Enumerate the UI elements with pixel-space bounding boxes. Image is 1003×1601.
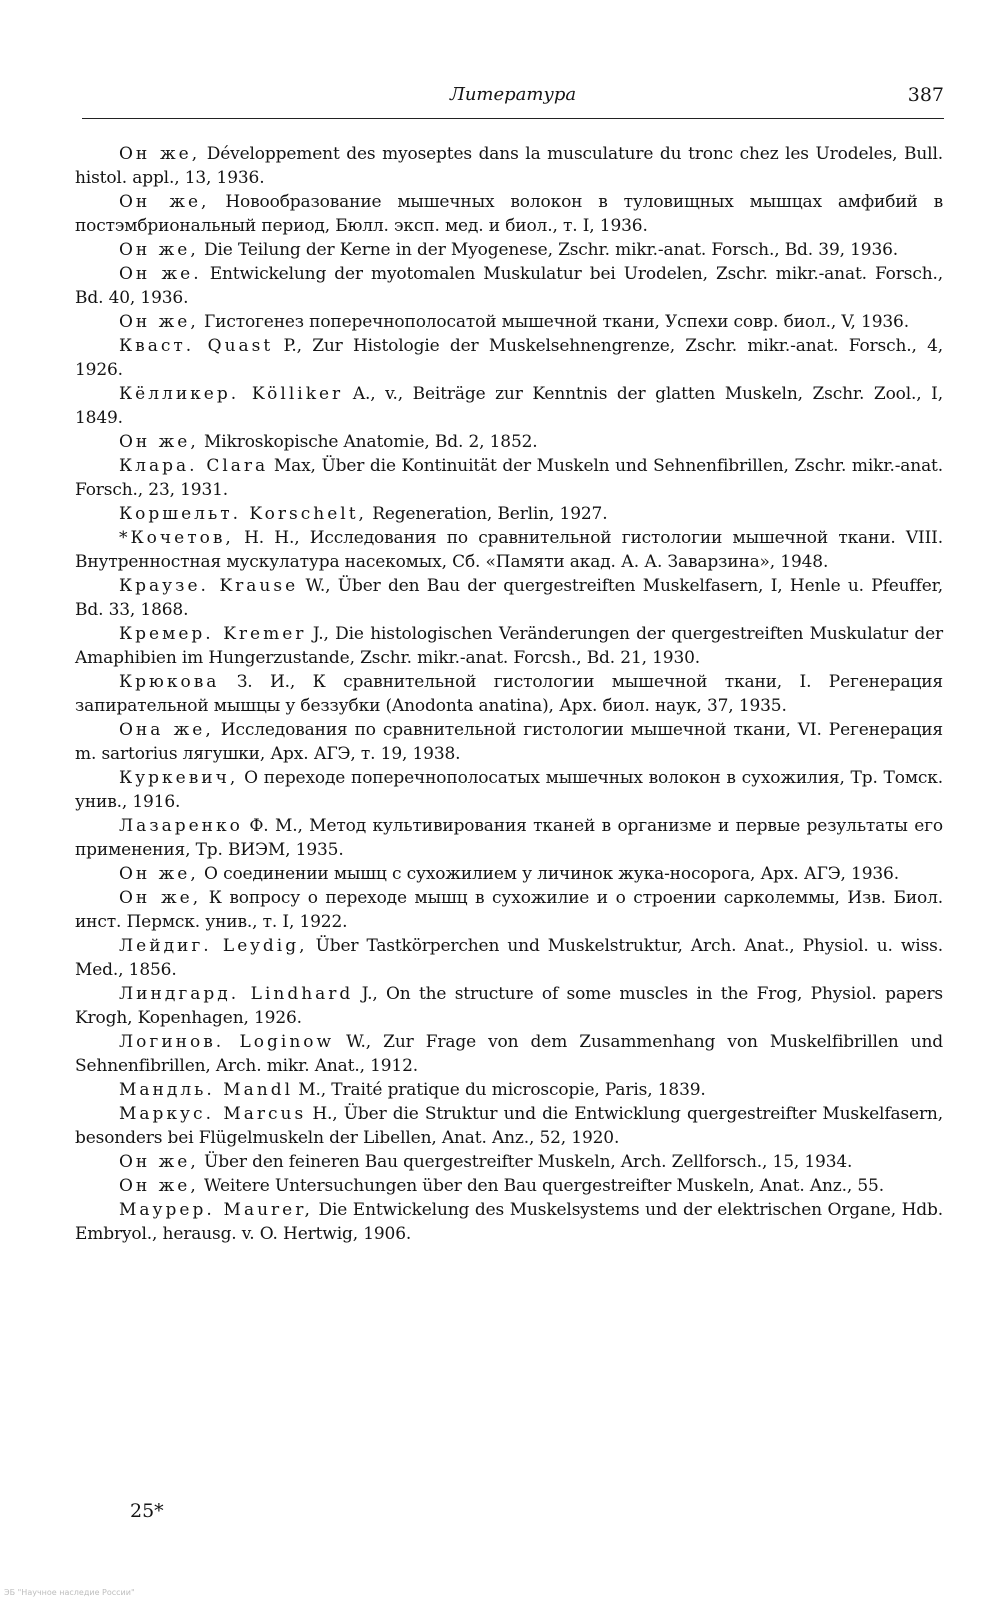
entry-text: A., v., Beiträge zur Kenntnis der glatten Muskeln, Zschr. Zool., I, 1849.	[75, 384, 943, 428]
entry-author: Кремер.	[119, 624, 214, 644]
entry-author: Маркус.	[119, 1104, 214, 1124]
entry-text: J., On the structure of some muscles in the Frog, Physiol. papers Krogh, Kopenhagen, 1926.	[75, 984, 943, 1028]
entry-text: H., Über die Struktur und die Entwicklung quergestreifter Muskelfasern, besonders bei Flügelmuskeln der Libellen, Anat. Anz., 52, 1920.	[75, 1104, 943, 1148]
entry-author: Он же.	[119, 264, 202, 284]
entry-author-latin: Clara	[197, 456, 269, 476]
bibliography-entry	[75, 454, 943, 502]
bibliography-entry	[75, 142, 943, 190]
entry-author: Кваст.	[119, 336, 195, 356]
entry-text: Н. Н., Исследования по сравнительной гистологии мышечной ткани. VIII. Внутренностная мускулатура насекомых, Сб. «Памяти акад. А. А. Заварзина», 1948.	[75, 528, 943, 572]
bibliography-entry	[75, 670, 943, 718]
entry-text: W., Zur Frage von dem Zusammenhang von Muskelfibrillen und Sehnenfibrillen, Arch. mikr. Anat., 1912.	[75, 1032, 944, 1076]
bibliography-entry	[75, 1078, 943, 1102]
entry-author: Лейдиг.	[119, 936, 212, 956]
entry-text: J., Die histologischen Veränderungen der quergestreiften Muskulatur der Amaphibien im Hungerzustande, Zschr. mikr.-anat. Forcsh., Bd. 21, 1930.	[75, 624, 943, 668]
bibliography-entry	[75, 622, 943, 670]
entry-author: Она же,	[119, 720, 214, 740]
entry-text: Über den feineren Bau quergestreifter Muskeln, Arch. Zellforsch., 15, 1934.	[198, 1152, 853, 1172]
bibliography-entry	[75, 238, 943, 262]
entry-text: К вопросу о переходе мышц в сухожилие и о строении сарколеммы, Изв. Биол. инст. Пермск. унив., т. I, 1922.	[75, 888, 943, 932]
entry-text: З. И., К сравнительной гистологии мышечной ткани, I. Регенерация запирательной мышцы у беззубки (Anodonta anatina), Арх. биол. наук, 37, 1935.	[75, 672, 943, 716]
entry-text: Entwickelung der myotomalen Muskulatur bei Urodelen, Zschr. mikr.-anat. Forsch., Bd. 40, 1936.	[75, 264, 943, 308]
bibliography-entry	[75, 1030, 943, 1078]
entry-author-latin: Kölliker	[239, 384, 344, 404]
entry-text: Новообразование мышечных волокон в туловищных мышцах амфибий в постэмбриональный период, Бюлл. эксп. мед. и биол., т. I, 1936.	[75, 192, 944, 236]
signature-mark: 25*	[130, 1500, 164, 1522]
bibliography-entry	[75, 526, 943, 574]
bibliography-entry	[75, 1150, 943, 1174]
entry-author: Крюкова	[119, 672, 220, 692]
entry-author-latin: Loginow	[224, 1032, 335, 1052]
bibliography-entry	[75, 862, 943, 886]
entry-text: Weitere Untersuchungen über den Bau quergestreifter Muskeln, Anat. Anz., 55.	[198, 1176, 884, 1196]
bibliography-entry	[75, 574, 943, 622]
bibliography-entry	[75, 982, 943, 1030]
bibliography-entry	[75, 262, 943, 310]
entry-text: Ф. М., Метод культивирования тканей в организме и первые результаты его применения, Тр. ВИЭМ, 1935.	[75, 816, 943, 860]
entry-text: Mikroskopische Anatomie, Bd. 2, 1852.	[198, 432, 538, 452]
footer-watermark: ЭБ "Научное наследие России"	[4, 1588, 135, 1597]
bibliography-entry	[75, 334, 943, 382]
entry-author: Он же,	[119, 864, 199, 884]
entry-text: W., Über den Bau der quergestreiften Muskelfasern, I, Henle u. Pfeuffer, Bd. 33, 1868.	[75, 576, 943, 620]
entry-author: Коршельт.	[119, 504, 242, 524]
entry-author: Он же,	[119, 240, 199, 260]
entry-text: Die Teilung der Kerne in der Myogenese, Zschr. mikr.-anat. Forsch., Bd. 39, 1936.	[198, 240, 899, 260]
bibliography-entry	[75, 190, 943, 238]
entry-author: Клара.	[119, 456, 198, 476]
entry-author: Мандль.	[119, 1080, 215, 1100]
entry-author-latin: Korschelt,	[241, 504, 367, 524]
entry-author-latin: Lindhard	[239, 984, 354, 1004]
entry-author-latin: Mandl	[214, 1080, 294, 1100]
entry-author: *Кочетов,	[119, 528, 234, 548]
entry-author-latin: Maurer,	[214, 1200, 313, 1220]
entry-text: Regeneration, Berlin, 1927.	[366, 504, 608, 524]
entry-author-latin: Krause	[208, 576, 299, 596]
entry-author-latin: Quast	[194, 336, 274, 356]
entry-text: Исследования по сравнительной гистологии мышечной ткани, VI. Регенерация m. sartorius лягушки, Арх. АГЭ, т. 19, 1938.	[75, 720, 943, 764]
entry-text: Гистогенез поперечнополосатой мышечной ткани, Успехи совр. биол., V, 1936.	[198, 312, 909, 332]
bibliography-entry	[75, 886, 943, 934]
entry-author-latin: Kremer	[213, 624, 307, 644]
page-number: 387	[907, 84, 944, 106]
entry-author: Он же,	[119, 1152, 199, 1172]
entry-author: Логинов.	[119, 1032, 225, 1052]
entry-text: Über Tastkörperchen und Muskelstruktur, Arch. Anat., Physiol. u. wiss. Med., 1856.	[75, 936, 943, 980]
bibliography-entry	[75, 382, 943, 430]
entry-author: Он же,	[119, 312, 199, 332]
bibliography-entry	[75, 814, 943, 862]
entry-author: Он же,	[119, 144, 201, 164]
entry-author: Он же,	[119, 432, 199, 452]
entry-author: Маурер.	[119, 1200, 215, 1220]
entry-author-latin: Leydig,	[211, 936, 308, 956]
entry-text: M., Traité pratique du microscopie, Paris, 1839.	[293, 1080, 706, 1100]
running-title: Литература	[449, 84, 577, 105]
bibliography-entry	[75, 766, 943, 814]
running-header	[82, 84, 944, 116]
bibliography-entry	[75, 1174, 943, 1198]
entry-author: Куркевич,	[119, 768, 239, 788]
entry-author: Кёлликер.	[119, 384, 240, 404]
bibliography-list	[75, 142, 943, 1246]
entry-author: Лазаренко	[119, 816, 243, 836]
entry-text: Die Entwickelung des Muskelsystems und der elektrischen Organe, Hdb. Embryol., herausg. v. O. Hertwig, 1906.	[75, 1200, 943, 1244]
entry-text: Développement des myoseptes dans la musculature du tronc chez les Urodeles, Bull. histol. appl., 13, 1936.	[75, 144, 943, 188]
entry-author: Линдгард.	[119, 984, 240, 1004]
bibliography-entry	[75, 1102, 943, 1150]
entry-author: Он же,	[119, 1176, 199, 1196]
bibliography-entry	[75, 718, 943, 766]
bibliography-entry	[75, 430, 943, 454]
entry-author: Он же,	[119, 192, 210, 212]
bibliography-entry	[75, 502, 943, 526]
entry-author-latin: Marcus	[213, 1104, 307, 1124]
entry-author: Он же,	[119, 888, 202, 908]
header-rule	[82, 118, 944, 119]
entry-text: О соединении мышц с сухожилием у личинок жука-носорога, Арх. АГЭ, 1936.	[198, 864, 899, 884]
bibliography-entry	[75, 310, 943, 334]
entry-text: Max, Über die Kontinuität der Muskeln und Sehnenfibrillen, Zschr. mikr.-anat. Forsch., 23, 1931.	[75, 456, 943, 500]
entry-text: О переходе поперечнополосатых мышечных волокон в сухожилия, Тр. Томск. унив., 1916.	[75, 768, 943, 812]
entry-text: P., Zur Histologie der Muskelsehnengrenze, Zschr. mikr.-anat. Forsch., 4, 1926.	[75, 336, 943, 380]
bibliography-entry	[75, 934, 943, 982]
entry-author: Краузе.	[119, 576, 209, 596]
bibliography-entry	[75, 1198, 943, 1246]
